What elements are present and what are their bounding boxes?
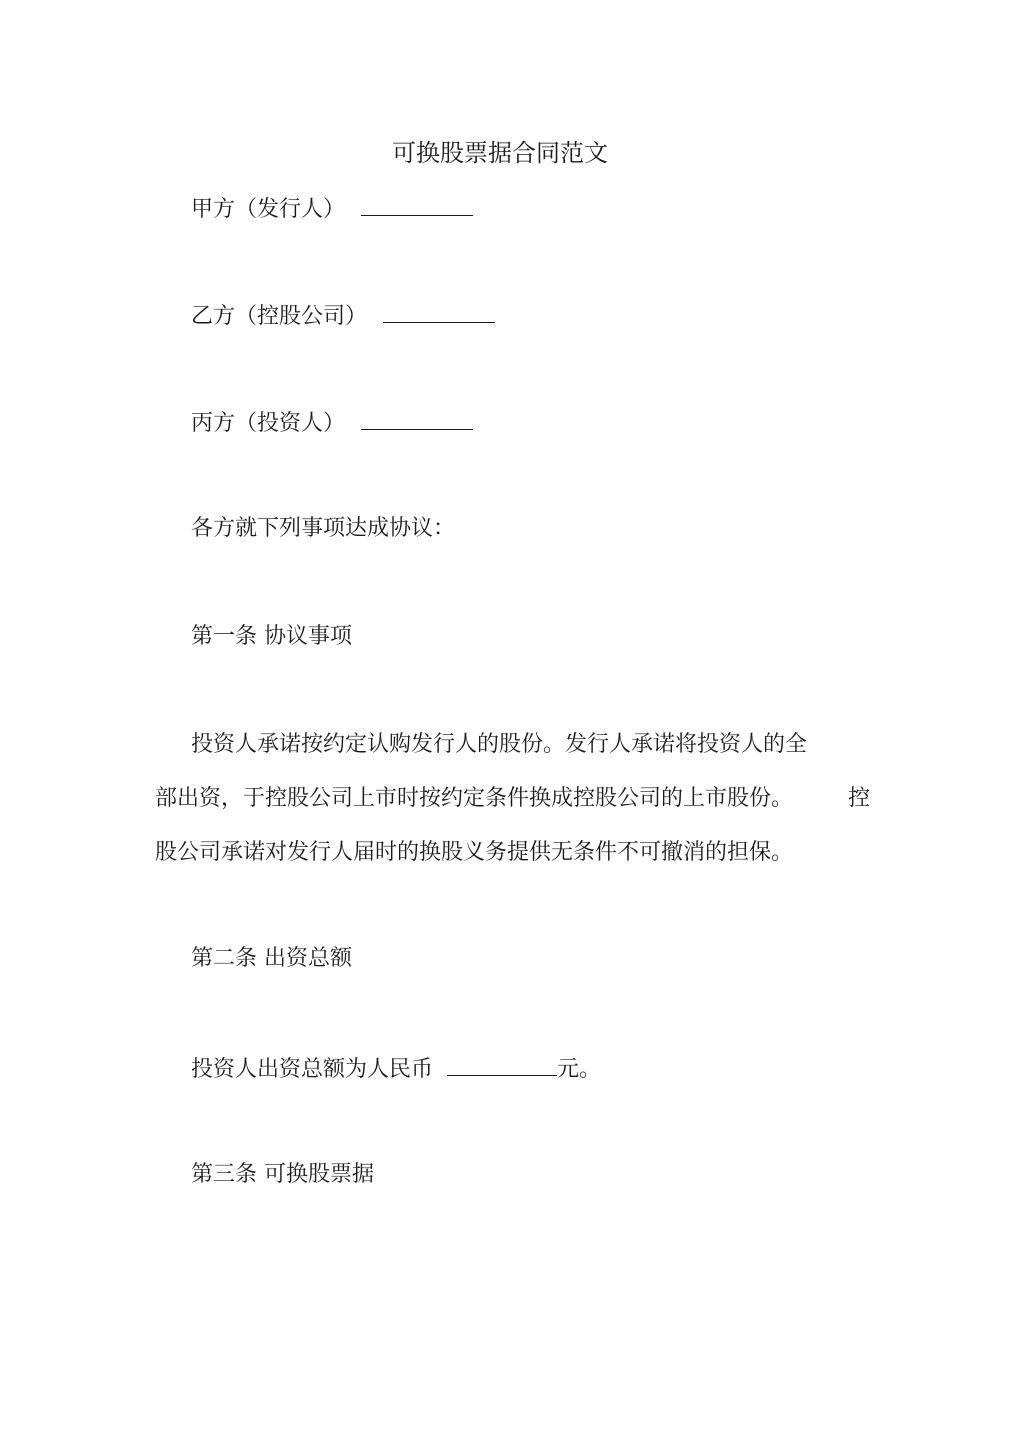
party-c-line — [191, 407, 473, 439]
article1-heading: 第一条 协议事项 — [191, 624, 352, 649]
party-c-label: 丙方（投资人） — [191, 411, 346, 436]
party-b-label: 乙方（控股公司） — [191, 304, 368, 329]
party-a-line — [191, 193, 473, 225]
article1-body — [155, 730, 870, 892]
article1-line-3: 股公司承诺对发行人届时的换股义务提供无条件不可撤消的担保。 — [155, 840, 794, 865]
amount-prefix: 投资人出资总额为人民币 — [191, 1057, 434, 1082]
party-c-blank[interactable] — [361, 407, 473, 430]
party-b-blank[interactable] — [383, 300, 495, 323]
article1-line-2: 部出资，于控股公司上市时按约定条件换成控股公司的上市股份。 — [155, 786, 794, 811]
article1-line-2-row — [155, 784, 870, 838]
article3-heading: 第三条 可换股票据 — [191, 1162, 374, 1187]
article1-line-1: 投资人承诺按约定认购发行人的股份。发行人承诺将投资人的全 — [191, 732, 808, 757]
agreement-intro: 各方就下列事项达成协议： — [191, 516, 456, 541]
article1-line-2-tail: 控 — [847, 786, 870, 811]
party-a-label: 甲方（发行人） — [191, 197, 346, 222]
amount-blank[interactable] — [447, 1053, 557, 1076]
article2-heading: 第二条 出资总额 — [191, 946, 352, 971]
amount-suffix: 元。 — [557, 1057, 602, 1082]
party-b-line — [191, 300, 495, 332]
amount-line — [191, 1053, 601, 1085]
party-a-blank[interactable] — [361, 193, 473, 216]
document-title: 可换股票据合同范文 — [392, 139, 608, 167]
